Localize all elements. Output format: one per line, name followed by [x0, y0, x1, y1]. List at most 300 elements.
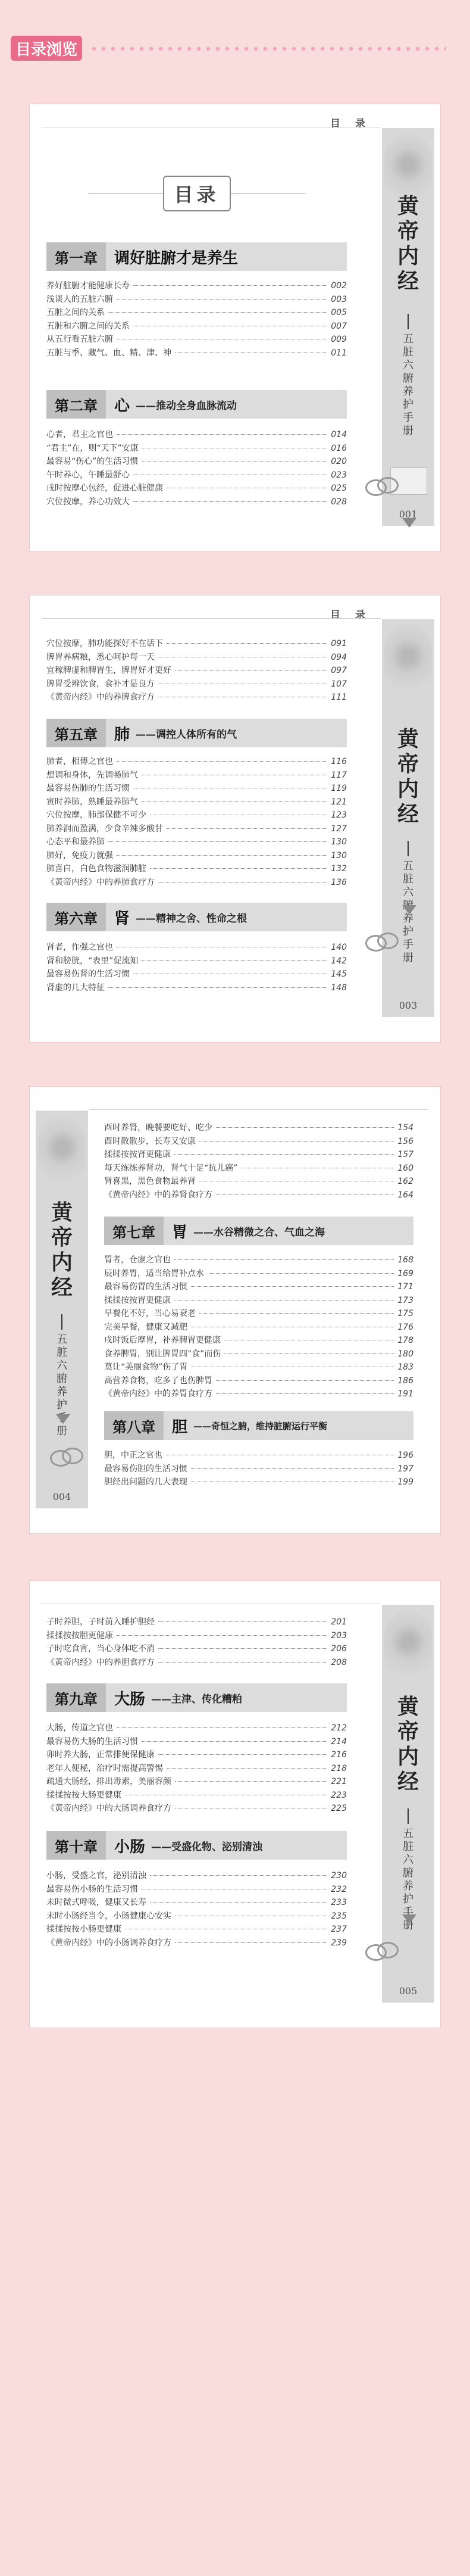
entry-title: 揉揉按按大肠更健康	[46, 1790, 121, 1800]
entry-title: 《黄帝内经》中的养脾食疗方	[46, 693, 155, 702]
entry-page: 237	[331, 1925, 347, 1934]
entry-title: 最容易伤小肠的生活习惯	[46, 1884, 138, 1894]
side-subtitle-text: 五脏六腑养护手册	[57, 1333, 67, 1437]
leader-dots	[174, 1300, 394, 1301]
entry-page: 218	[331, 1763, 347, 1773]
entry-title: 《黄帝内经》中的小肠调养食疗方	[46, 1938, 171, 1948]
chapter-desc: ——受盛化物、泌别清浊	[151, 1841, 263, 1853]
flourish-ornament	[38, 1117, 86, 1194]
toc-entry	[104, 1334, 413, 1348]
toc-entry	[104, 1189, 413, 1202]
entry-title: 酉时养肾，晚餐要吃好、吃少	[104, 1123, 212, 1133]
side-subtitle-text: 五脏六腑养护手册	[403, 333, 413, 437]
toc-entry	[104, 1374, 413, 1388]
entry-title: 心者，君主之官也	[46, 430, 113, 439]
leader-dots	[108, 841, 327, 842]
book-page-1	[30, 104, 440, 551]
leader-dots	[117, 299, 327, 300]
entry-page: 116	[331, 757, 347, 766]
entry-page: 235	[331, 1911, 347, 1921]
chapter-entries	[104, 1449, 413, 1489]
leader-dots	[133, 501, 327, 502]
flourish-ornament	[384, 625, 432, 703]
leader-dots	[117, 855, 327, 856]
toc-content	[46, 595, 347, 1042]
toc-entry	[46, 1642, 347, 1656]
triangle-down-icon	[56, 1414, 70, 1424]
entry-title: 《黄帝内经》中的养肾食疗方	[104, 1190, 212, 1200]
chapter-heading	[46, 242, 347, 271]
chapter-entries	[104, 1253, 413, 1401]
entry-title: 未时小肠经当令，小肠健康心安实	[46, 1911, 171, 1921]
toc-entry	[104, 1175, 413, 1189]
toc-entry	[46, 1896, 347, 1910]
page-number: 003	[399, 1000, 418, 1011]
entry-page: 223	[331, 1790, 347, 1800]
leader-dots	[199, 1313, 394, 1314]
toc-entry	[46, 1923, 347, 1936]
entry-title: 午时养心，午睡最舒心	[46, 470, 130, 480]
entry-page: 148	[331, 983, 347, 993]
entry-page: 145	[331, 969, 347, 979]
toc-entry	[46, 1629, 347, 1643]
chapter-desc: ——推动全身血脉流动	[136, 400, 237, 412]
toc-entry	[46, 769, 347, 782]
leader-dots	[158, 1621, 327, 1622]
entry-title: 莫让“美丽食物”伤了胃	[104, 1362, 188, 1372]
entry-page: 206	[331, 1644, 347, 1654]
leader-dots	[167, 643, 327, 644]
toc-entry	[46, 333, 347, 347]
entry-title: 未时微式呼吸，健康又长寿	[46, 1898, 146, 1907]
entry-page: 214	[331, 1736, 347, 1747]
toc-entry	[46, 782, 347, 796]
toc-entry	[46, 955, 347, 968]
dash-mark	[408, 1808, 409, 1824]
chapter-entries	[46, 1869, 347, 1950]
dash-mark	[408, 314, 409, 329]
entry-title: 胃者，仓廪之官也	[104, 1255, 171, 1265]
chapter-number: 第二章	[46, 390, 106, 419]
entry-page: 169	[397, 1268, 413, 1278]
toc-entry	[46, 1616, 347, 1629]
toc-entry	[46, 1936, 347, 1950]
entry-title: 高营养食物，吃多了也伤脾胃	[104, 1376, 212, 1386]
toc-entry	[104, 1462, 413, 1476]
toc-entry	[104, 1449, 413, 1462]
entry-title: 小肠，受盛之官，泌别清浊	[46, 1871, 146, 1880]
entry-title: 脾胃受辨饮食，食补才是良方	[46, 679, 155, 689]
toc-entry	[46, 442, 347, 456]
entry-title: 《黄帝内经》中的养胃食疗方	[104, 1389, 212, 1399]
chapter-name: 肾	[114, 909, 130, 928]
dash-mark	[408, 841, 409, 856]
entry-title: 肺好，免疫力就强	[46, 850, 113, 860]
entry-page: 157	[397, 1150, 413, 1159]
leader-dots	[158, 1754, 327, 1755]
entry-page: 164	[397, 1190, 413, 1200]
entry-title: 五脏和六腑之间的关系	[46, 321, 130, 331]
leader-dots	[142, 1741, 327, 1742]
side-subtitle-text: 五脏六腑养护手册	[403, 1827, 413, 1932]
toc-entry	[46, 455, 347, 469]
toc-entry	[46, 755, 347, 769]
chapter-number: 第八章	[104, 1411, 164, 1440]
entry-page: 130	[331, 850, 347, 860]
side-title: 黄帝内经	[51, 1200, 73, 1300]
leader-dots	[191, 1286, 394, 1287]
entry-title: 最容易伤大肠的生活习惯	[46, 1736, 138, 1747]
entry-page: 212	[331, 1723, 347, 1733]
entry-page: 197	[397, 1464, 413, 1474]
side-subtitle	[382, 313, 434, 438]
entry-title: 肺养润而盈满，少食辛辣多酸甘	[46, 824, 163, 834]
book-page-2	[30, 595, 440, 1042]
entry-title: 揉揉按按小肠更健康	[46, 1925, 121, 1934]
entry-title: 宜稼脾虚和脾胃生，脾胃好才更好	[46, 666, 171, 675]
entry-title: 完美早餐，健康又减肥	[104, 1322, 187, 1332]
chapter-desc: ——精神之舍、性命之根	[136, 912, 247, 925]
header-dot-line	[89, 46, 446, 51]
toc-entry	[46, 469, 347, 482]
entry-title: 穴位按摩，养心功效大	[46, 497, 130, 507]
chapter-entries	[46, 279, 347, 360]
entry-page: 233	[331, 1898, 347, 1907]
leader-dots	[117, 1635, 327, 1636]
entry-title: 揉揉按按胃更健康	[104, 1295, 171, 1305]
entry-title: 揉揉按按胆更健康	[46, 1630, 113, 1641]
chapter-desc: ——主津、传化糟粕	[151, 1693, 243, 1705]
toc-entry	[46, 651, 347, 665]
continued-entries	[46, 637, 347, 704]
entry-title: 《黄帝内经》中的养肺食疗方	[46, 877, 155, 887]
entry-page: 003	[331, 294, 347, 304]
leader-dots	[167, 1768, 327, 1769]
chapter-heading	[46, 719, 347, 747]
entry-title: 最容易伤胆的生活习惯	[104, 1464, 187, 1474]
chapter-heading	[46, 1831, 347, 1860]
chapter-name: 小肠	[114, 1838, 146, 1856]
entry-title: “君主”在，则“天下”安康	[46, 443, 139, 453]
entry-title: 心态平和最养肺	[46, 837, 105, 847]
entry-page: 111	[331, 693, 347, 702]
chapter-name: 调好脏腑才是养生	[114, 249, 239, 267]
chapter-number: 第十章	[46, 1831, 106, 1860]
toc-entry	[104, 1307, 413, 1321]
toc-content	[46, 1581, 347, 2028]
entry-title: 《黄帝内经》中的大肠调养食疗方	[46, 1804, 171, 1813]
chapter-name: 胆	[172, 1418, 188, 1436]
entry-page: 180	[397, 1349, 413, 1359]
toc-entry	[104, 1267, 413, 1281]
leader-dots	[216, 1127, 394, 1128]
toc-entry	[46, 1762, 347, 1776]
toc-entry	[46, 1869, 347, 1883]
entry-title: 老年人便秘，治疗时需提高警惕	[46, 1763, 163, 1773]
entry-title: 子时养胆，子时前入睡护胆经	[46, 1617, 155, 1627]
entry-page: 002	[331, 281, 347, 291]
entry-page: 140	[331, 943, 347, 952]
toc-entry	[104, 1321, 413, 1334]
toc-entry	[46, 1735, 347, 1749]
entry-title: 肾虚的几大特征	[46, 983, 105, 993]
entry-page: 183	[397, 1362, 413, 1372]
toc-entry	[46, 293, 347, 307]
entry-title: 胆，中正之官也	[104, 1451, 162, 1460]
entry-page: 132	[331, 864, 347, 874]
entry-page: 225	[331, 1804, 347, 1813]
entry-page: 097	[331, 666, 347, 675]
side-title: 黄帝内经	[397, 194, 419, 294]
toc-entry	[46, 981, 347, 995]
toc-entry	[104, 1387, 413, 1401]
page-number: 001	[399, 509, 418, 520]
chapter-desc: ——水谷精微之合、气血之海	[193, 1226, 325, 1239]
leader-dots	[150, 868, 327, 869]
leader-dots	[175, 1942, 327, 1943]
entry-title: 最容易伤胃的生活习惯	[104, 1282, 187, 1292]
page-number: 004	[52, 1491, 71, 1502]
continued-entries	[46, 1616, 347, 1669]
entry-page: 176	[397, 1322, 413, 1332]
entry-title: 肾喜黑，黑色食物最养肾	[104, 1177, 196, 1186]
entry-title: 养好脏腑才能健康长寿	[46, 281, 130, 291]
entry-title: 最容易伤肺的生活习惯	[46, 784, 130, 793]
entry-title: 食养脾胃，别让脾胃四“食”而伤	[104, 1349, 221, 1359]
toc-entry	[46, 1775, 347, 1789]
leader-dots	[158, 1662, 327, 1663]
toc-entry	[46, 279, 347, 293]
leader-dots	[117, 761, 327, 762]
leader-dots	[191, 1468, 394, 1469]
entry-page: 007	[331, 321, 347, 331]
side-title: 黄帝内经	[397, 1694, 419, 1794]
entry-title: 五脏与季、藏气、血、精、津、神	[46, 348, 171, 358]
toc-entry	[104, 1361, 413, 1374]
leader-dots	[117, 1727, 327, 1728]
entry-title: 肾者，作强之官也	[46, 943, 113, 952]
toc-entry	[46, 1910, 347, 1923]
toc-entry	[46, 691, 347, 704]
entry-page: 175	[397, 1309, 413, 1318]
entry-page: 160	[397, 1163, 413, 1173]
entry-page: 154	[397, 1123, 413, 1133]
entry-title: 早餐化不好，当心易衰老	[104, 1309, 196, 1318]
side-title: 黄帝内经	[397, 726, 419, 827]
toc-entry	[46, 1802, 347, 1816]
toc-entry	[46, 796, 347, 809]
triangle-down-icon	[402, 1914, 416, 1924]
entry-title: 胆经出问题的几大表现	[104, 1477, 187, 1487]
toc-entry	[46, 347, 347, 360]
entry-page: 201	[331, 1617, 347, 1627]
leader-dots	[167, 828, 327, 829]
chapter-name: 肺	[114, 725, 130, 744]
entry-page: 009	[331, 335, 347, 344]
entry-title: 穴位按摩，肺功能探好不在话下	[46, 639, 163, 648]
entry-page: 107	[331, 679, 347, 689]
entry-title: 肾和膀胱，“表里”促流知	[46, 956, 139, 966]
page-heading: 目 录	[330, 118, 368, 130]
toc-entry	[46, 637, 347, 651]
leader-dots	[175, 1781, 327, 1782]
chapter-entries	[46, 941, 347, 994]
entry-title: 揉揉按按肾更健康	[104, 1150, 171, 1159]
leader-dots	[216, 1380, 394, 1381]
entry-page: 020	[331, 457, 347, 466]
entry-page: 117	[331, 770, 347, 780]
leader-dots	[133, 285, 327, 286]
toc-title: 目录	[163, 176, 231, 211]
entry-page: 016	[331, 443, 347, 453]
toc-entry	[46, 1656, 347, 1670]
page-number: 005	[399, 1985, 418, 1997]
entry-page: 130	[331, 837, 347, 847]
entry-title: 戌时按摩心包经，促进心脏健康	[46, 484, 163, 493]
toc-entry	[104, 1121, 413, 1135]
side-subtitle-text: 五脏六腑养护手册	[403, 860, 413, 964]
toc-entry	[104, 1476, 413, 1489]
entry-title: 子时吃食宵，当心身体吃不消	[46, 1644, 155, 1654]
toc-entry	[104, 1162, 413, 1175]
toc-entry	[46, 822, 347, 836]
toc-entry	[104, 1348, 413, 1361]
leader-dots	[108, 312, 327, 313]
chapter-heading	[46, 1683, 347, 1712]
chapter-desc: ——调控人体所有的气	[136, 728, 237, 741]
entry-title: 疏通大肠经，排出毒素，美丽容颜	[46, 1777, 171, 1786]
toc-entry	[46, 876, 347, 890]
leader-dots	[199, 1141, 394, 1142]
toc-entry	[46, 1722, 347, 1735]
book-page-3	[30, 1087, 440, 1533]
entry-page: 216	[331, 1750, 347, 1760]
chapter-heading	[104, 1217, 413, 1245]
leader-dots	[174, 1259, 394, 1260]
entry-title: 最容易伤肾的生活习惯	[46, 969, 130, 979]
entry-page: 208	[331, 1657, 347, 1667]
entry-page: 127	[331, 824, 347, 834]
dash-mark	[61, 1314, 62, 1330]
entry-title: 脾胃养病粮，悉心呵护每一天	[46, 652, 155, 662]
chapter-desc: ——奇恒之腑，维持脏腑运行平衡	[193, 1420, 328, 1432]
entry-page: 221	[331, 1777, 347, 1786]
entry-title: 浅谈人的五脏六腑	[46, 294, 113, 304]
toc-entry	[46, 1748, 347, 1762]
triangle-down-icon	[402, 905, 416, 915]
entry-page: 239	[331, 1938, 347, 1948]
chapter-name: 心	[114, 397, 130, 415]
side-bar	[382, 128, 434, 526]
entry-title: 想调和身体，先调畅肺气	[46, 770, 138, 780]
toc-entry	[46, 1789, 347, 1802]
toc-entry	[46, 968, 347, 981]
leader-dots	[108, 987, 327, 988]
leader-dots	[150, 1875, 327, 1876]
entry-title: 肺喜白，白色食物滋润肺脏	[46, 864, 146, 874]
chapter-number: 第六章	[46, 903, 106, 931]
entry-page: 230	[331, 1871, 347, 1880]
flourish-ornament	[384, 1611, 432, 1688]
book-page-4	[30, 1581, 440, 2028]
continued-entries	[104, 1121, 413, 1202]
entry-title: 最容易“伤心”的生活习惯	[46, 457, 139, 466]
toc-entry	[46, 678, 347, 691]
entry-title: 《黄帝内经》中的养胆食疗方	[46, 1657, 155, 1667]
toc-entry	[46, 941, 347, 955]
entry-page: 162	[397, 1177, 413, 1186]
entry-page: 203	[331, 1630, 347, 1641]
rings-icon	[363, 1938, 399, 1962]
entry-page: 005	[331, 308, 347, 317]
entry-page: 028	[331, 497, 347, 507]
entry-page: 173	[397, 1295, 413, 1305]
entry-title: 穴位按摩，肺部保健不可少	[46, 810, 146, 820]
leader-dots	[216, 1393, 394, 1394]
entry-title: 辰时养胃，适当给胃补点水	[104, 1268, 204, 1278]
toc-entry	[104, 1294, 413, 1308]
side-bar	[382, 619, 434, 1017]
entry-page: 142	[331, 956, 347, 966]
entry-page: 091	[331, 639, 347, 648]
toc-entry	[46, 1883, 347, 1897]
header-tag: 目录浏览	[11, 36, 82, 61]
chapter-entries	[46, 428, 347, 509]
entry-title: 戌时饭后摩胃，补养脾胃更健康	[104, 1336, 221, 1345]
chapter-heading	[104, 1411, 413, 1440]
rings-icon	[363, 473, 399, 497]
chapter-entries	[46, 755, 347, 889]
leader-dots	[158, 1648, 327, 1649]
entry-title: 肺者，相傅之官也	[46, 757, 113, 766]
leader-dots	[208, 1273, 394, 1274]
entry-page: 156	[397, 1136, 413, 1146]
entry-page: 094	[331, 652, 347, 662]
toc-entry	[104, 1135, 413, 1149]
entry-page: 123	[331, 810, 347, 820]
chapter-heading	[46, 390, 347, 419]
toc-entry	[46, 428, 347, 442]
page-header	[0, 0, 470, 60]
entry-title: 从五行看五脏六腑	[46, 335, 113, 344]
toc-entry	[46, 495, 347, 509]
page-heading: 目 录	[330, 609, 368, 621]
chapter-heading	[46, 903, 347, 931]
entry-page: 025	[331, 484, 347, 493]
toc-entry	[104, 1148, 413, 1162]
toc-entry	[46, 862, 347, 876]
entry-title: 寅时养肺，熟睡最养肺气	[46, 797, 138, 807]
entry-title: 五脏之间的关系	[46, 308, 105, 317]
toc-entry	[104, 1253, 413, 1267]
toc-entry	[46, 835, 347, 849]
chapter-number: 第七章	[104, 1217, 164, 1245]
toc-entry	[46, 849, 347, 863]
chapter-number: 第五章	[46, 719, 106, 747]
entry-page: 199	[397, 1477, 413, 1487]
leader-dots	[142, 960, 327, 961]
chapter-name: 胃	[172, 1223, 188, 1242]
entry-page: 186	[397, 1376, 413, 1386]
entry-page: 168	[397, 1255, 413, 1265]
leader-dots	[174, 1154, 394, 1155]
entry-page: 023	[331, 470, 347, 480]
entry-page: 178	[397, 1336, 413, 1345]
entry-title: 大肠，传道之官也	[46, 1723, 113, 1733]
side-subtitle	[382, 1807, 434, 1932]
chapter-number: 第一章	[46, 242, 106, 271]
entry-page: 171	[397, 1282, 413, 1292]
